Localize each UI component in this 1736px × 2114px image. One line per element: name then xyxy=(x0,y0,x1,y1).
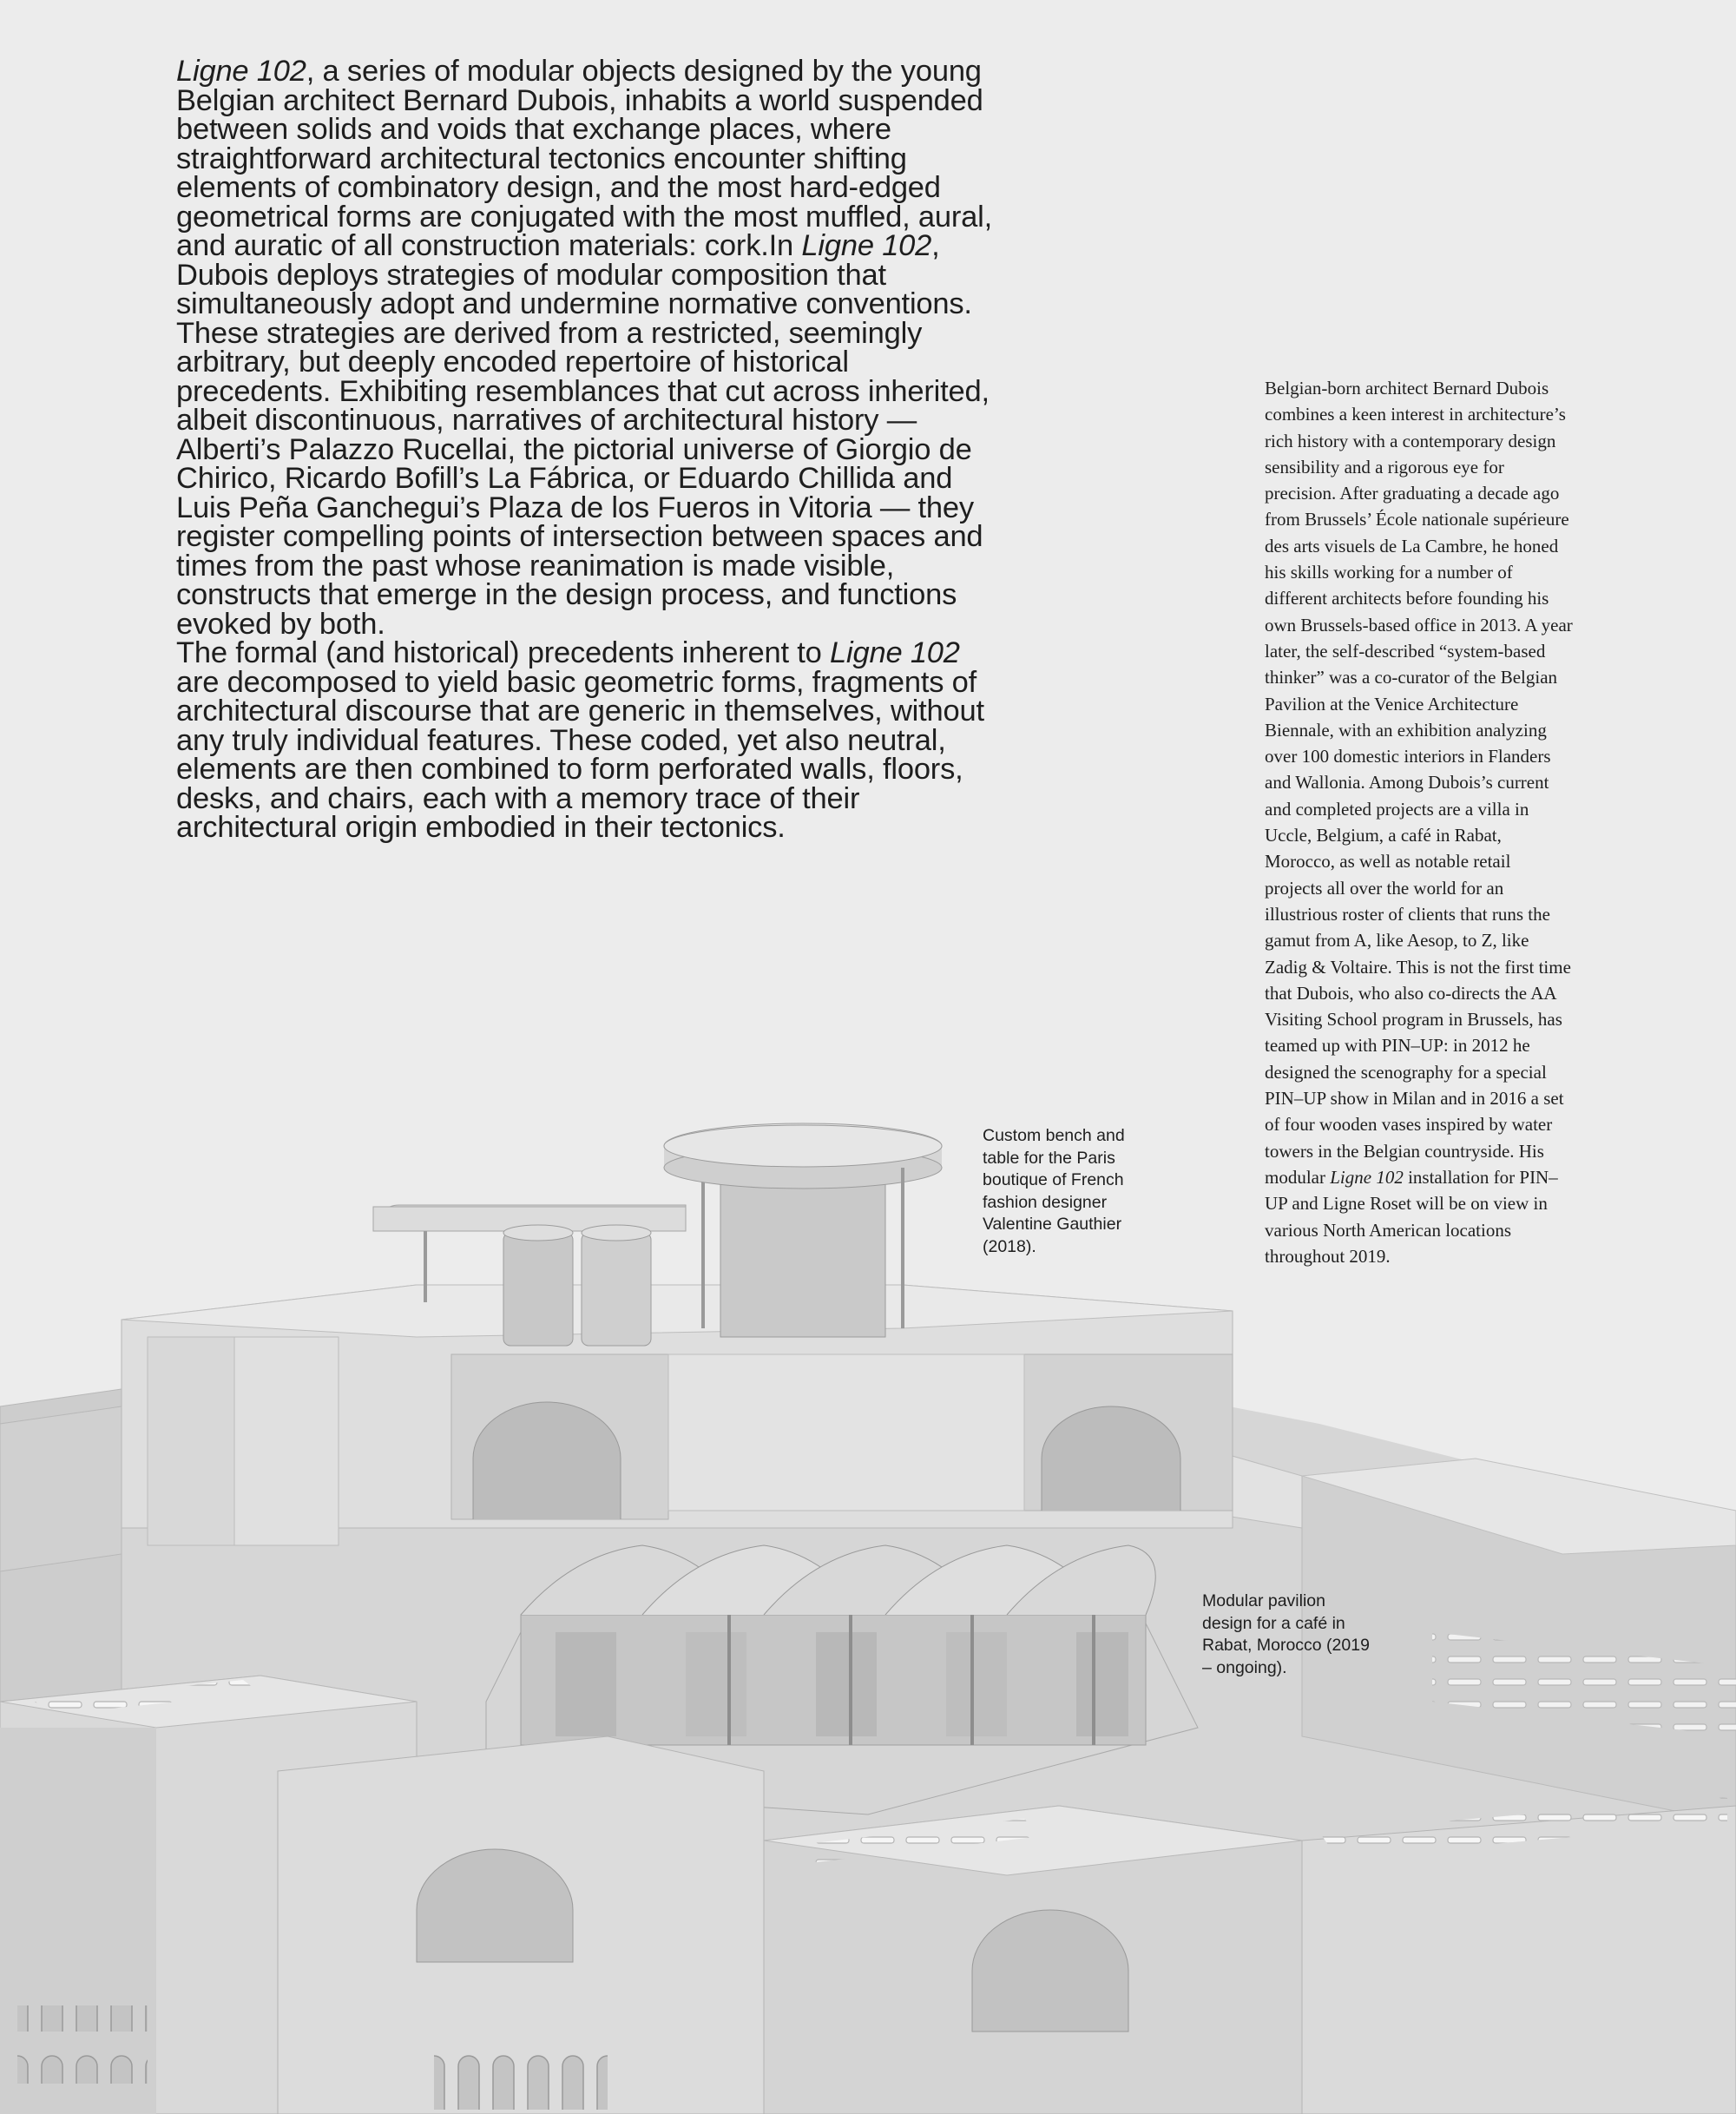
project-title: Ligne 102 xyxy=(1330,1166,1404,1188)
caption-bench-table: Custom bench and table for the Paris boutique of French fashion designer Valentine Gauthier (2018). xyxy=(983,1126,1125,1256)
article-paragraph-2: The formal (and historical) precedents inherent to Ligne 102 are decomposed to yield basic geometric forms, fragments of architectural discourse that are generic in themselves, without any truly individual features. These coded, yet also neutral, elements are then combined to form perforated walls, floors, desks, and chairs, each with a memory trace of their architectural origin embodied in their tectonics. xyxy=(176,636,984,844)
architect-bio: Belgian-born architect Bernard Dubois combines a keen interest in architecture’s rich history with a contemporary design sensibility and a rigorous eye for precision. After graduating a decade ago from Brussels’ École nationale supérieure des arts visuels de La Cambre, he honed his skills working for a number of different architects before founding his own Brussels-based office in 2013. A year later, the self-described “system-based thinker” was a co-curator of the Belgian Pavilion at the Venice Architecture Biennale, with an exhibition analyzing over 100 domestic interiors in Flanders and Wallonia. Among Dubois’s current and completed projects are a villa in Uccle, Belgium, a café in Rabat, Morocco, as well as notable retail projects all over the world for an illustrious roster of clients that runs the gamut from A, like Aesop, to Z, like Zadig & Voltaire. This is not the first time that Dubois, who also co-directs the AA Visiting School program in Brussels, has teamed up with PIN–UP: in 2012 he designed the scenography for a special PIN–UP show in Milan and in 2016 a set of four wooden vases inspired by water towers in the Belgian countryside. His modular Ligne 102 installation for PIN–UP and Ligne Roset will be on view in various North American locations throughout 2019. xyxy=(1265,378,1573,1267)
project-title: Ligne 102 xyxy=(801,229,932,262)
caption-cafe-pavilion: Modular pavilion design for a café in Rabat, Morocco (2019 – ongoing). xyxy=(1202,1591,1370,1677)
article-paragraph-1: Ligne 102, a series of modular objects designed by the young Belgian architect Bernard Dubois, inhabits a world suspended between solids and voids that exchange places, where straightforward architectural tectonics encounter shifting elements of combinatory design, and the most hard-edged geometrical forms are conjugated with the most muffled, aural, and auratic of all construction materials: cork.In Ligne 102, Dubois deploys strategies of modular composition that simultaneously adopt and undermine normative conventions. These strategies are derived from a restricted, seemingly arbitrary, but deeply encoded repertoire of historical precedents. Exhibiting resemblances that cut across inherited, albeit discontinuous, narratives of architectural history — Alberti’s Palazzo Rucellai, the pictorial universe of Giorgio de Chirico, Ricardo Bofill’s La Fábrica, or Eduardo Chillida and Luis Peña Ganchegui’s Plaza de los Fueros in Vitoria — they register compelling points of intersection between spaces and times from the past whose reanimation is made visible, constructs that emerge in the design process, and functions evoked by both. xyxy=(176,55,993,641)
project-title: Ligne 102 xyxy=(830,636,960,669)
project-title: Ligne 102 xyxy=(176,55,306,88)
